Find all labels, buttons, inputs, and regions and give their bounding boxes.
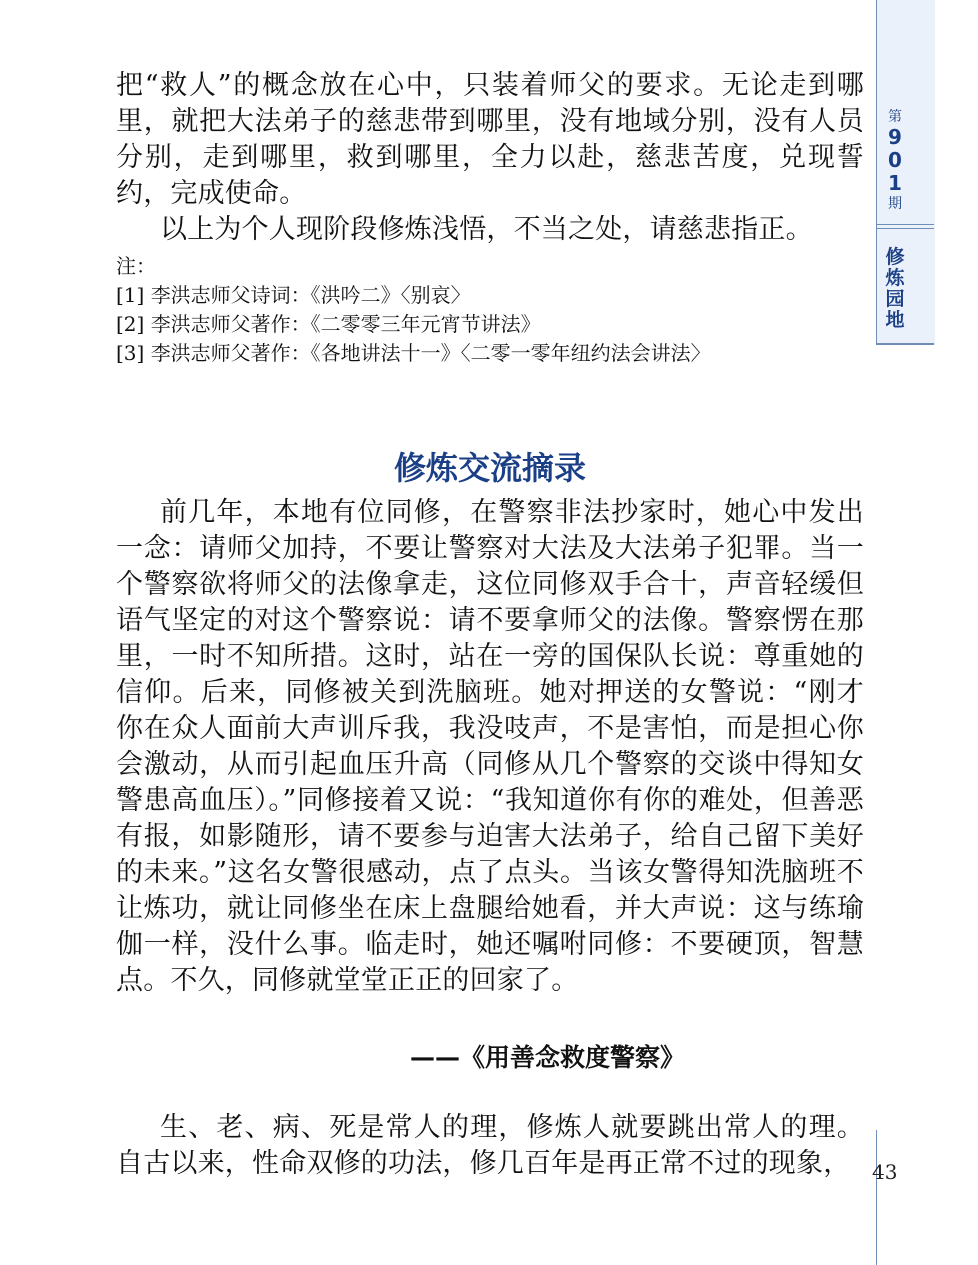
issue-number xyxy=(882,108,908,213)
paragraph-2: 以上为个人现阶段修炼浅悟，不当之处，请慈悲指正。 xyxy=(160,214,813,245)
issue-divider xyxy=(876,224,934,229)
notes-label: 注： xyxy=(116,254,156,278)
issue-digit-2: 0 xyxy=(888,148,902,172)
paragraph-4: 生、老、病、死是常人的理，修炼人就要跳出常人的理。自古以来，性命双修的功法，修几百年是再正常不过的现象， xyxy=(116,1112,864,1179)
paragraph-3: 前几年，本地有位同修，在警察非法抄家时，她心中发出一念：请师父加持，不要让警察对大法及大法弟子犯罪。当一个警察欲将师父的法像拿走，这位同修双手合十，声音轻缓但语气坚定的对这个警察说：请不要拿师父的法像。警察愣在那里，一时不知所措。这时，站在一旁的国保队长说：尊重她的信仰。后来，同修被关到洗脑班。她对押送的女警说：“刚才你在众人面前大声训斥我，我没吱声，不是害怕，而是担心你会激动，从而引起血压升高（同修从几个警察的交谈中得知女警患高血压）。”同修接着又说：“我知道你有你的难处，但善恶有报，如影随形，请不要参与迫害大法弟子，给自己留下美好的未来。”这名女警很感动，点了点头。当该女警得知洗脑班不让炼功，就让同修坐在床上盘腿给她看，并大声说：这与练瑜伽一样，没什么事。临走时，她还嘱咐同修：不要硬顶，智慧点。不久，同修就堂堂正正的回家了。 xyxy=(116,497,864,996)
column-char-2: 炼 xyxy=(885,267,905,289)
column-name xyxy=(882,247,908,331)
footnote-1: [1] 李洪志师父诗词：《洪吟二》〈别哀〉 xyxy=(116,283,471,307)
side-margin xyxy=(876,0,936,1265)
column-char-3: 园 xyxy=(885,288,905,310)
column-char-4: 地 xyxy=(885,309,905,331)
issue-prefix: 第 xyxy=(888,109,902,125)
footnotes xyxy=(116,252,864,368)
column-divider xyxy=(876,343,934,345)
article-attribution: ——《用善念救度警察》 xyxy=(410,1043,686,1072)
issue-suffix: 期 xyxy=(888,196,902,212)
section-title: 修炼交流摘录 xyxy=(393,449,586,487)
footnote-2: [2] 李洪志师父著作：《二零零三年元宵节讲法》 xyxy=(116,312,541,336)
side-rule-bottom xyxy=(876,1130,877,1265)
footnote-3: [3] 李洪志师父著作：《各地讲法十一》〈二零一零年纽约法会讲法〉 xyxy=(116,341,711,365)
column-char-1: 修 xyxy=(885,246,905,268)
issue-digit-3: 1 xyxy=(888,171,902,195)
issue-digit-1: 9 xyxy=(888,125,902,149)
page-number: 43 xyxy=(872,1160,898,1184)
paragraph-1: 把“救人”的概念放在心中，只装着师父的要求。无论走到哪里，就把大法弟子的慈悲带到哪里，没有地域分别，没有人员分别，走到哪里，救到哪里，全力以赴，慈悲苦度，兑现誓约，完成使命。 xyxy=(116,70,864,209)
